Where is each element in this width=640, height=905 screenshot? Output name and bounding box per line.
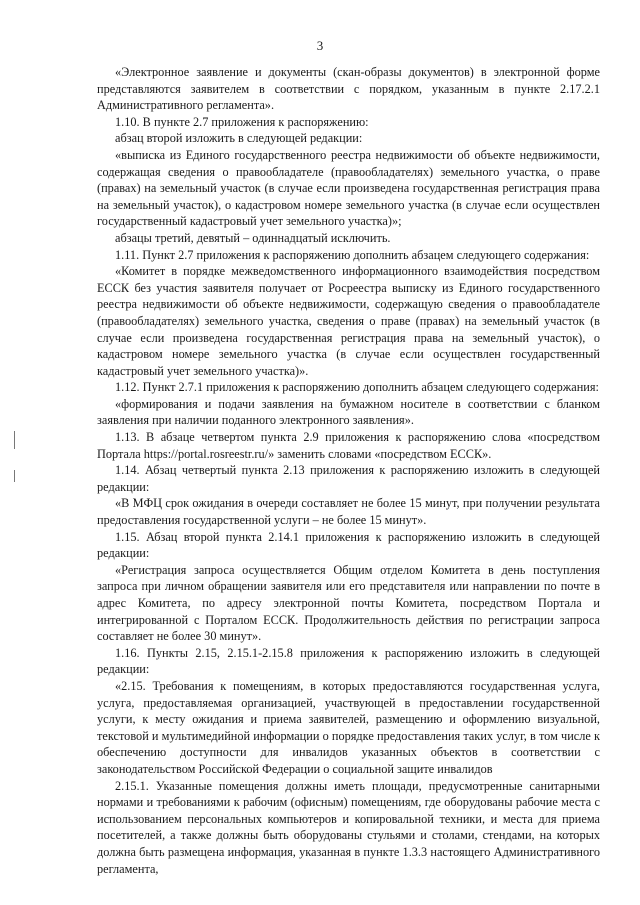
paragraph: «формирования и подачи заявления на бумажном носителе в соответствии с бланком заявления при наличии поданного электронного заявления». [97,396,600,428]
paragraph: «Регистрация запроса осуществляется Общим отделом Комитета в день поступления запроса при личном обращении заявителя или его представителя или направлении по почте в адрес Комитета, по адресу электронной почты Комитета, посредством Портала и интегрированной с Порталом ЕССК. Продолжительность действия по регистрации запроса составляет не более 30 минут». [97,562,600,644]
paragraph: 2.15.1. Указанные помещения должны иметь площади, предусмотренные санитарными нормами и требованиями к рабочим (офисным) помещениям, где оборудованы рабочие места с использованием персональных компьютеров и копировальной техники, и места для приема посетителей, а также должны быть оборудованы стульями и столами, стендами, на которых должна быть размещена информация, указанная в пункте 1.3.3 настоящего Административного регламента, [97,778,600,876]
document-body [97,64,600,877]
binding-mark [14,431,15,449]
paragraph: 1.14. Абзац четвертый пункта 2.13 приложения к распоряжению изложить в следующей редакции: [97,463,600,494]
paragraph: «выписка из Единого государственного реестра недвижимости об объекте недвижимости, содержащая сведения о правообладателе (правообладателях) земельного участка, о праве (правах) на земельный участок (в случае если произведена государственная регистрация права на земельный участок), о кадастровом номере земельного участка (в случае если осуществлен государственный кадастровый учет земельного участка)»; [97,147,600,229]
paragraph: 1.10. В пункте 2.7 приложения к распоряжению: [115,114,369,129]
paragraph: 1.15. Абзац второй пункта 2.14.1 приложения к распоряжению изложить в следующей редакции: [97,529,600,561]
binding-mark [14,470,15,482]
paragraph: абзац второй изложить в следующей редакции: [115,131,363,146]
paragraph: 1.12. Пункт 2.7.1 приложения к распоряжению дополнить абзацем следующего содержания: [115,380,599,395]
paragraph: абзацы третий, девятый – одиннадцатый исключить. [115,230,391,245]
paragraph: 1.16. Пункты 2.15, 2.15.1-2.15.8 приложения к распоряжению изложить в следующей редакции: [97,645,600,677]
paragraph: «Электронное заявление и документы (скан-образы документов) в электронной форме представляются заявителем в соответствии с порядком, указанным в пункте 2.17.2.1 Административного регламента». [97,65,600,113]
paragraph: 1.13. В абзаце четвертом пункта 2.9 приложения к распоряжению слова «посредством Портала https://portal.rosreestr.ru/» заменить словами «посредством ЕССК». [97,430,600,461]
paragraph: 1.11. Пункт 2.7 приложения к распоряжению дополнить абзацем следующего содержания: [115,247,590,262]
paragraph: «Комитет в порядке межведомственного информационного взаимодействия посредством ЕССК без участия заявителя получает от Росреестра выписку из Единого государственного реестра недвижимости об объекте недвижимости, содержащую сведения о правообладателе (правообладателях) земельного участка, сведения о праве (правах) на земельный участок (в случае если произведена государственная регистрация права на земельный участок), о кадастровом номере земельного участка (в случае если осуществлен государственный кадастровый учет земельного участка)». [97,264,600,378]
page-number: 3 [316,38,324,53]
paragraph: «2.15. Требования к помещениям, в которых предоставляются государственная услуга, услуга, предоставляемая организацией, участвующей в предоставлении государственной услуги, к месту ожидания и приема заявителей, размещению и оформлению визуальной, текстовой и мультимедийной информации о порядке предоставления таких услуг, в том числе к обеспечению доступности для инвалидов указанных объектов в соответствии с законодательством Российской Федерации о социальной защите инвалидов [97,678,600,776]
paragraph: «В МФЦ срок ожидания в очереди составляет не более 15 минут, при получении результата предоставления государственной услуги – не более 15 минут». [97,496,600,528]
